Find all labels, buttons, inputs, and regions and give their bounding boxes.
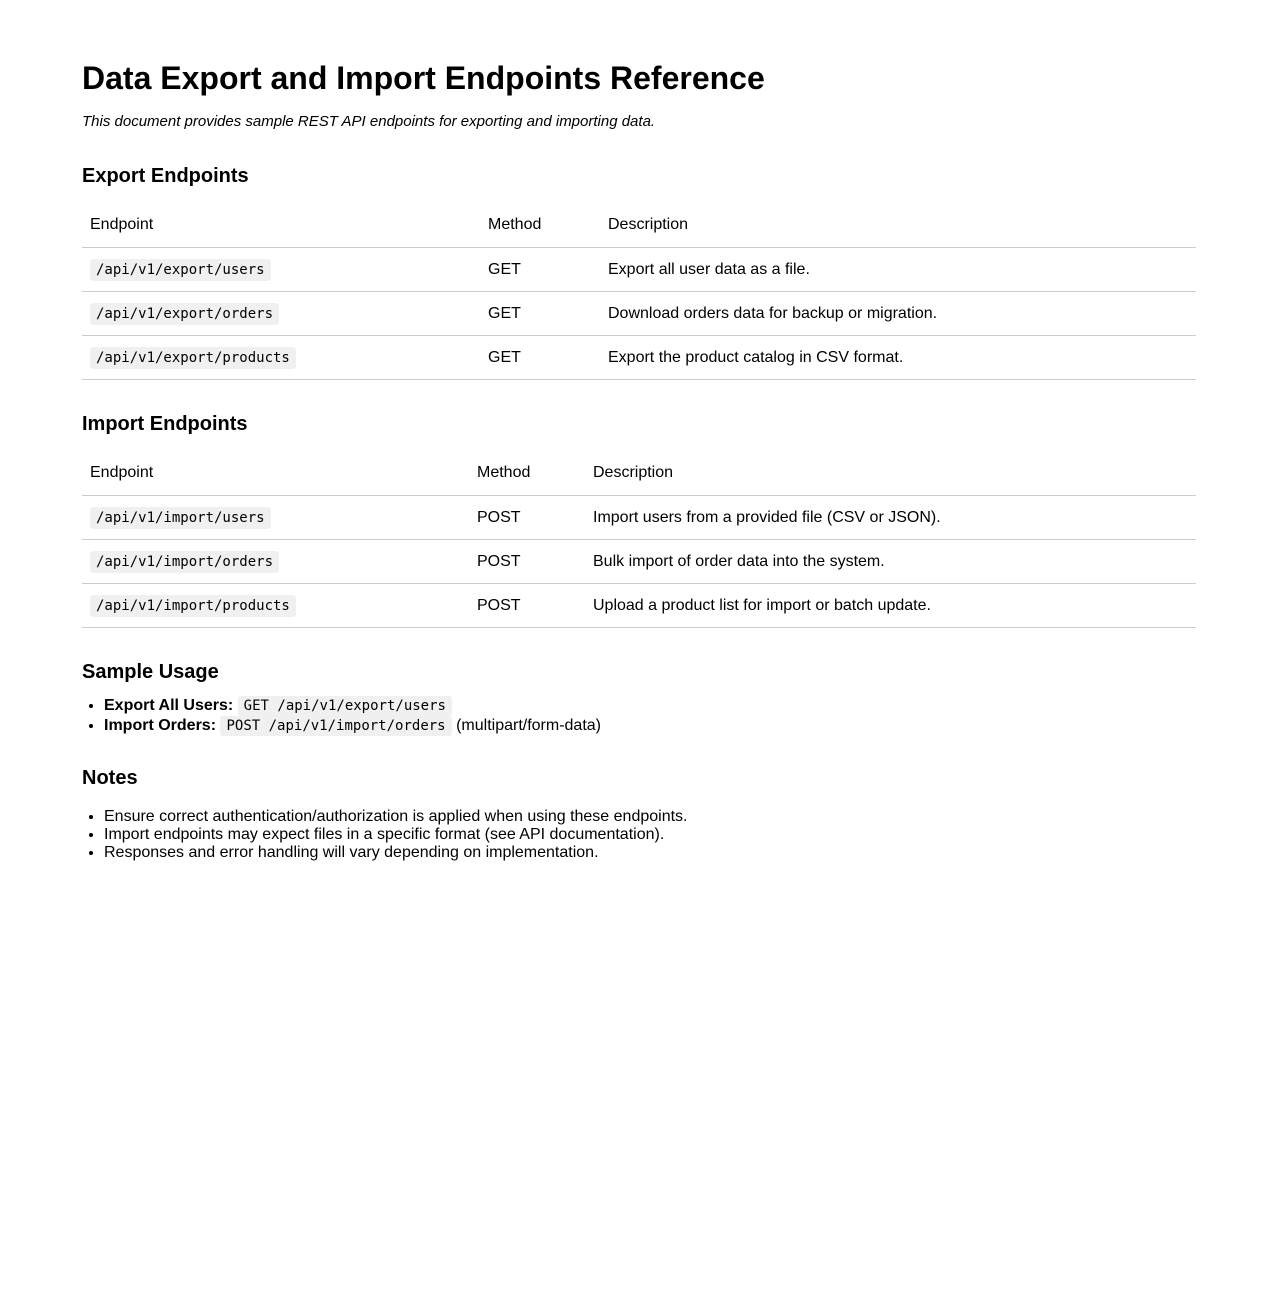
endpoint-code: /api/v1/export/orders <box>90 303 279 325</box>
usage-label: Import Orders: <box>104 717 217 734</box>
usage-section <box>82 660 1196 736</box>
endpoint-cell <box>82 540 469 584</box>
usage-code: POST /api/v1/import/orders <box>220 716 451 736</box>
notes-heading: Notes <box>82 767 138 789</box>
notes-list <box>82 808 1196 862</box>
description-cell: Bulk import of order data into the system. <box>585 540 1196 584</box>
endpoint-cell <box>82 336 480 380</box>
description-cell: Upload a product list for import or batch update. <box>585 584 1196 628</box>
column-header-endpoint: Endpoint <box>82 203 480 248</box>
description-cell: Import users from a provided file (CSV or JSON). <box>585 496 1196 540</box>
table-row <box>82 540 1196 584</box>
usage-label: Export All Users: <box>104 697 234 714</box>
column-header-description: Description <box>585 451 1196 496</box>
column-header-description: Description <box>600 203 1196 248</box>
import-endpoints-table <box>82 451 1196 628</box>
endpoint-code: /api/v1/import/users <box>90 507 271 529</box>
table-header-row <box>82 451 1196 496</box>
import-section <box>82 412 1196 628</box>
method-cell: POST <box>469 496 585 540</box>
usage-item <box>104 696 1196 716</box>
endpoint-code: /api/v1/import/orders <box>90 551 279 573</box>
usage-code: GET /api/v1/export/users <box>238 696 452 716</box>
endpoint-cell <box>82 496 469 540</box>
usage-heading: Sample Usage <box>82 661 219 683</box>
table-row <box>82 584 1196 628</box>
endpoint-code: /api/v1/import/products <box>90 595 296 617</box>
method-cell: POST <box>469 584 585 628</box>
export-section <box>82 164 1196 380</box>
description-cell: Export all user data as a file. <box>600 248 1196 292</box>
endpoint-code: /api/v1/export/users <box>90 259 271 281</box>
endpoint-cell <box>82 292 480 336</box>
usage-list <box>82 696 1196 736</box>
column-header-method: Method <box>480 203 600 248</box>
column-header-endpoint: Endpoint <box>82 451 469 496</box>
endpoint-cell <box>82 248 480 292</box>
table-row <box>82 248 1196 292</box>
method-cell: GET <box>480 292 600 336</box>
endpoint-cell <box>82 584 469 628</box>
column-header-method: Method <box>469 451 585 496</box>
usage-suffix: (multipart/form-data) <box>456 717 601 734</box>
note-item: • Ensure correct authentication/authorization is applied when using these endpoints. <box>104 808 1196 826</box>
note-item: • Responses and error handling will vary depending on implementation. <box>104 844 1196 862</box>
description-cell: Export the product catalog in CSV format. <box>600 336 1196 380</box>
usage-item <box>104 716 1196 736</box>
export-heading: Export Endpoints <box>82 165 249 187</box>
notes-section <box>82 766 1196 862</box>
table-row <box>82 336 1196 380</box>
endpoint-code: /api/v1/export/products <box>90 347 296 369</box>
export-endpoints-table <box>82 203 1196 380</box>
method-cell: POST <box>469 540 585 584</box>
import-heading: Import Endpoints <box>82 413 248 435</box>
table-row <box>82 496 1196 540</box>
method-cell: GET <box>480 248 600 292</box>
method-cell: GET <box>480 336 600 380</box>
note-item: • Import endpoints may expect files in a specific format (see API documentation). <box>104 826 1196 844</box>
table-header-row <box>82 203 1196 248</box>
page-subtitle: This document provides sample REST API endpoints for exporting and importing data. <box>82 113 656 130</box>
table-row <box>82 292 1196 336</box>
page-title: Data Export and Import Endpoints Reference <box>82 60 765 96</box>
description-cell: Download orders data for backup or migration. <box>600 292 1196 336</box>
